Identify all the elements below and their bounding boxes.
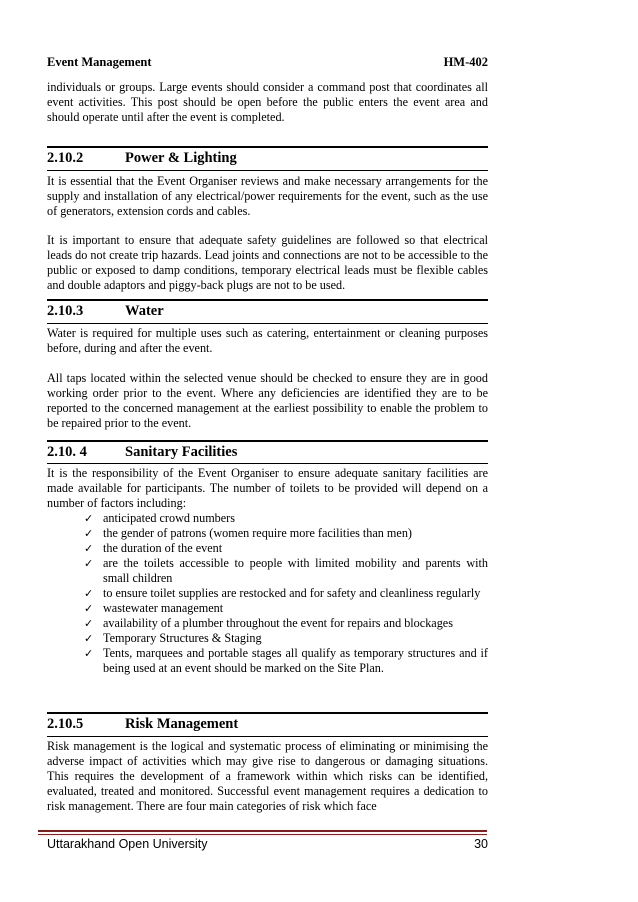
check-mark-icon: ✓ xyxy=(84,602,94,615)
section-top-rule xyxy=(47,440,488,442)
check-mark-icon: ✓ xyxy=(84,542,94,555)
check-mark-icon: ✓ xyxy=(84,617,94,630)
section-bottom-rule xyxy=(47,736,488,737)
check-mark-icon: ✓ xyxy=(84,647,94,660)
paragraph: All taps located within the selected venue should be checked to ensure they are in good working order prior to the event. Where any deficiencies are identified they are to be reported to the concerned management at the earliest possibility to enable the problem to be repaired prior to the event. xyxy=(47,371,488,430)
page-number: 30 xyxy=(474,837,488,851)
checklist-item xyxy=(47,541,488,556)
header-course-code: HM-402 xyxy=(443,55,488,69)
checklist-text: the duration of the event xyxy=(103,541,223,555)
footer-rule xyxy=(38,834,487,835)
checklist xyxy=(47,511,488,676)
checklist-text: to ensure toilet supplies are restocked and for safety and cleanliness regularly xyxy=(103,586,481,600)
section-title: Sanitary Facilities xyxy=(125,444,238,460)
checklist-text: are the toilets accessible to people with limited mobility and parents with small children xyxy=(103,556,488,585)
check-mark-icon: ✓ xyxy=(84,557,94,570)
checklist-item xyxy=(47,556,488,586)
paragraph: Risk management is the logical and systematic process of eliminating or minimising the adverse impact of activities which may give rise to dangerous or damaging situations. This requires the development of a framework within which risks can be identified, evaluated, treated and monitored. Successful event management requires a dedication to risk management. There are four main categories of risk which face xyxy=(47,739,488,813)
running-header xyxy=(47,55,488,70)
section-top-rule xyxy=(47,146,488,148)
checklist-text: Tents, marquees and portable stages all qualify as temporary structures and if being used at an event should be marked on the Site Plan. xyxy=(103,646,488,675)
section-number: 2.10.5 xyxy=(47,716,84,732)
check-mark-icon: ✓ xyxy=(84,527,94,540)
section-top-rule xyxy=(47,299,488,301)
section-title: Power & Lighting xyxy=(125,150,237,166)
checklist-item xyxy=(47,646,488,676)
checklist-text: anticipated crowd numbers xyxy=(103,511,235,525)
paragraph: It is important to ensure that adequate safety guidelines are followed so that electrical leads do not create trip hazards. Lead joints and connections are not to be accessible to the public or exposed to damp conditions, temporary electrical leads must be flexible cables and double adaptors and piggy-back plugs are not to be used. xyxy=(47,233,488,292)
footer-rule xyxy=(38,830,487,832)
header-course-title: Event Management xyxy=(47,55,152,69)
check-mark-icon: ✓ xyxy=(84,632,94,645)
checklist-text: Temporary Structures & Staging xyxy=(103,631,262,645)
checklist-text: the gender of patrons (women require more facilities than men) xyxy=(103,526,412,540)
section-bottom-rule xyxy=(47,463,488,464)
checklist-text: wastewater management xyxy=(103,601,224,615)
paragraph: Water is required for multiple uses such as catering, entertainment or cleaning purposes before, during and after the event. xyxy=(47,326,488,355)
paragraph: It is essential that the Event Organiser reviews and make necessary arrangements for the supply and installation of any electrical/power requirements for the event, such as the use of generators, extension cords and cables. xyxy=(47,174,488,218)
running-footer xyxy=(47,837,488,851)
checklist-item xyxy=(47,526,488,541)
section-number: 2.10. 4 xyxy=(47,444,87,460)
checklist-item xyxy=(47,511,488,526)
footer-university-name: Uttarakhand Open University xyxy=(47,837,208,851)
section-title: Water xyxy=(125,303,164,319)
section-title: Risk Management xyxy=(125,716,239,732)
intro-paragraph: individuals or groups. Large events should consider a command post that coordinates all event activities. This post should be open before the public enters the event area and should operate until after the event is completed. xyxy=(47,80,488,124)
checklist-item xyxy=(47,601,488,616)
checklist-item xyxy=(47,586,488,601)
check-mark-icon: ✓ xyxy=(84,587,94,600)
check-mark-icon: ✓ xyxy=(84,512,94,525)
section-bottom-rule xyxy=(47,323,488,324)
checklist-text: availability of a plumber throughout the event for repairs and blockages xyxy=(103,616,453,630)
section-top-rule xyxy=(47,712,488,714)
section-bottom-rule xyxy=(47,170,488,171)
section-number: 2.10.2 xyxy=(47,150,84,166)
checklist-item xyxy=(47,631,488,646)
paragraph: It is the responsibility of the Event Organiser to ensure adequate sanitary facilities are made available for participants. The number of toilets to be provided will depend on a number of factors including: xyxy=(47,466,488,510)
section-number: 2.10.3 xyxy=(47,303,84,319)
checklist-item xyxy=(47,616,488,631)
